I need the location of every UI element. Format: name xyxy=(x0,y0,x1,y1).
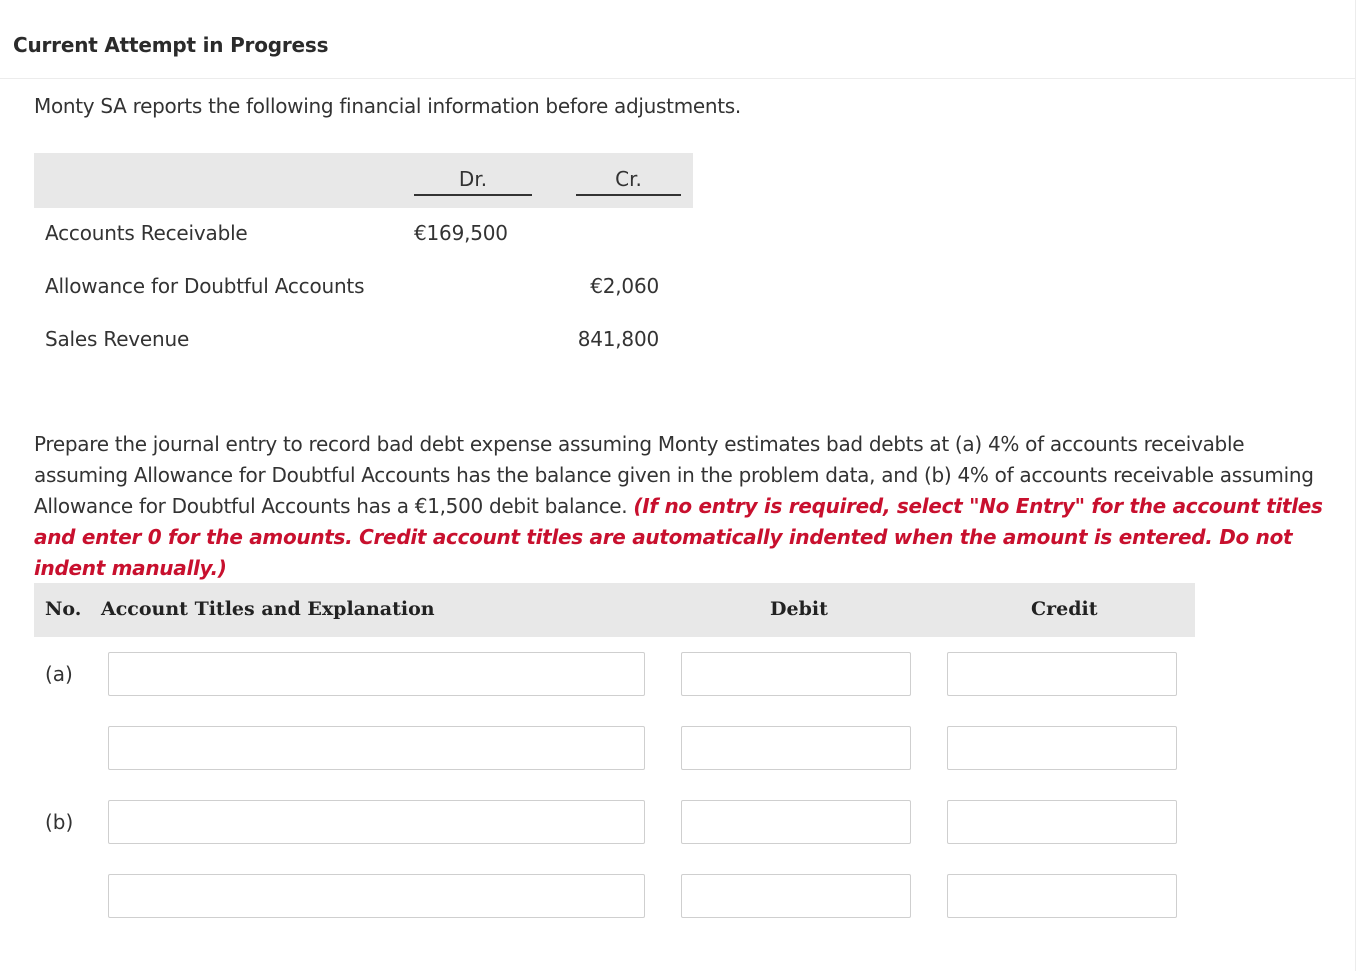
entry-label-b: (b) xyxy=(45,810,74,834)
account-name: Accounts Receivable xyxy=(45,221,248,245)
credit-amount-input[interactable] xyxy=(947,726,1177,770)
question-instructions xyxy=(34,429,1334,584)
account-name: Sales Revenue xyxy=(45,327,190,351)
debit-amount-input[interactable] xyxy=(681,800,911,844)
account-title-input[interactable] xyxy=(108,726,645,770)
financial-table-header xyxy=(34,153,693,208)
financial-row-sales-revenue xyxy=(34,321,693,361)
journal-table-header xyxy=(34,583,1195,637)
account-title-input[interactable] xyxy=(108,800,645,844)
financial-row-accounts-receivable xyxy=(34,215,693,255)
entry-label-a: (a) xyxy=(45,662,73,686)
instructions-note: (If no entry is required, select "No Entry" for the account titles and enter 0 for the amounts. Credit account titles are automatically indented when the amount is entered. Do not indent manually.) xyxy=(34,494,1323,580)
credit-column-header: Credit xyxy=(1031,598,1098,620)
dr-column-header: Dr. xyxy=(414,167,532,196)
credit-amount-input[interactable] xyxy=(947,800,1177,844)
cr-column-header: Cr. xyxy=(576,167,681,196)
cr-value: 841,800 xyxy=(577,327,659,351)
account-column-header: Account Titles and Explanation xyxy=(101,598,435,620)
header-divider xyxy=(0,78,1356,79)
cr-value: €2,060 xyxy=(590,274,659,298)
no-column-header: No. xyxy=(45,598,82,620)
debit-column-header: Debit xyxy=(770,598,828,620)
debit-amount-input[interactable] xyxy=(681,652,911,696)
financial-row-allowance xyxy=(34,268,693,308)
account-title-input[interactable] xyxy=(108,874,645,918)
dr-value: €169,500 xyxy=(414,221,508,245)
question-intro: Monty SA reports the following financial information before adjustments. xyxy=(34,94,741,118)
debit-amount-input[interactable] xyxy=(681,726,911,770)
attempt-status-title: Current Attempt in Progress xyxy=(13,33,329,57)
instructions-text: Prepare the journal entry to record bad debt expense assuming Monty estimates bad debts at (a) 4% of accounts receivable assuming Allowance for Doubtful Accounts has the balance given in the problem data, and (b) 4% of accounts receivable assuming Allowance for Doubtful Accounts has a €1,500 debit balance. xyxy=(34,432,1314,518)
debit-amount-input[interactable] xyxy=(681,874,911,918)
credit-amount-input[interactable] xyxy=(947,652,1177,696)
account-name: Allowance for Doubtful Accounts xyxy=(45,274,365,298)
account-title-input[interactable] xyxy=(108,652,645,696)
credit-amount-input[interactable] xyxy=(947,874,1177,918)
